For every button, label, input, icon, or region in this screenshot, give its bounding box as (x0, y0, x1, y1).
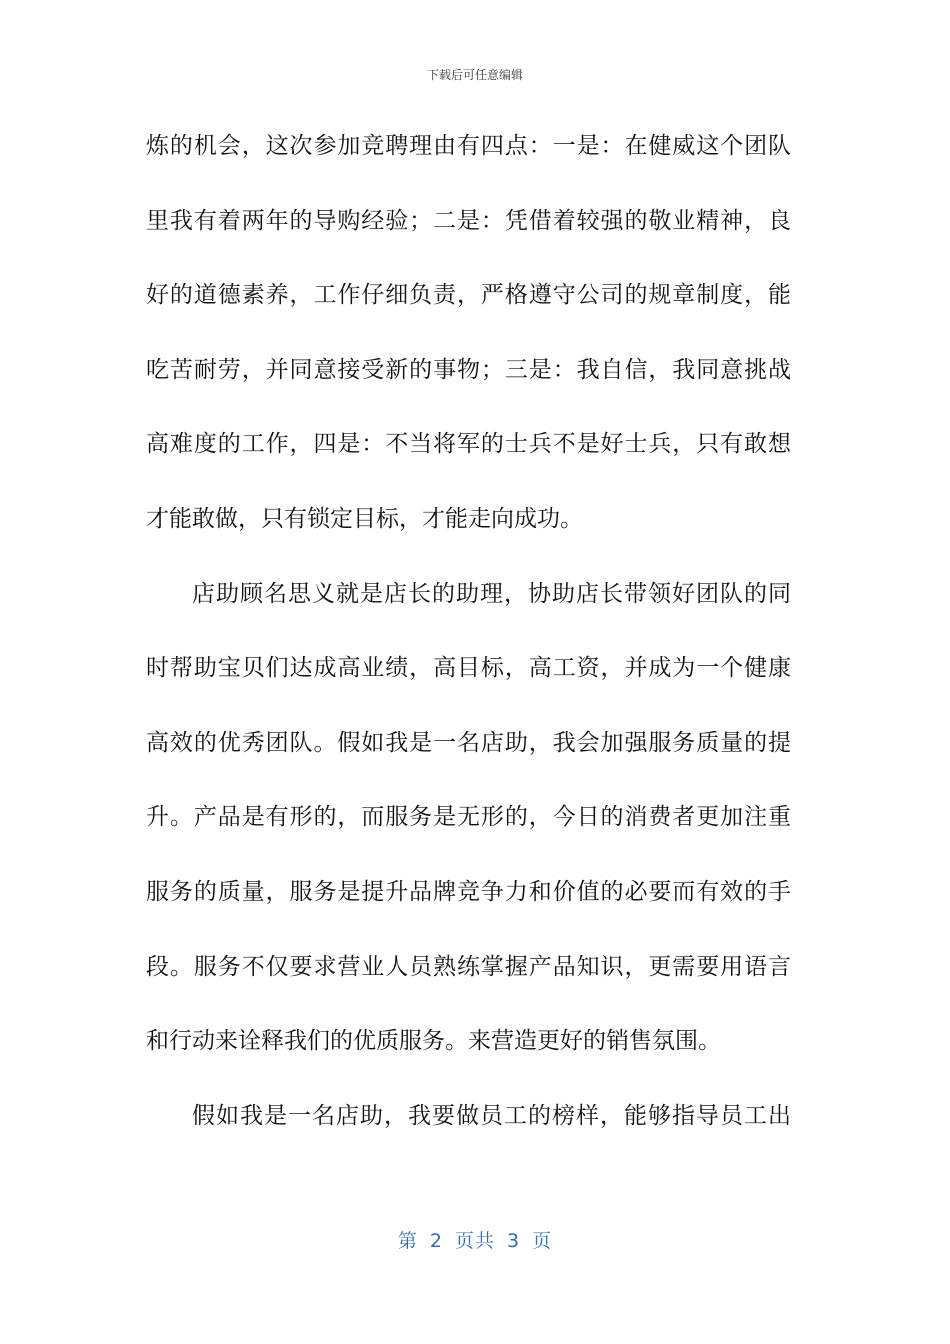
text-line: 高效的优秀团队。假如我是一名店助，我会加强服务质量的提 (146, 729, 791, 756)
text-line: 才能敢做，只有锁定目标，才能走向成功。 (146, 505, 583, 532)
text-line: 高难度的工作，四是：不当将军的士兵不是好士兵，只有敢想 (146, 431, 791, 458)
text-line: 好的道德素养，工作仔细负责，严格遵守公司的规章制度，能 (146, 282, 791, 309)
text-line: 假如我是一名店助，我要做员工的榜样，能够指导员工出 (192, 1102, 791, 1129)
current-page-number: 2 (429, 1230, 443, 1252)
text-line: 吃苦耐劳，并同意接受新的事物；三是：我自信，我同意挑战 (146, 356, 791, 383)
footer-prefix: 第 (397, 1230, 418, 1252)
page-footer (0, 1226, 950, 1253)
text-line: 段。服务不仅要求营业人员熟练掌握产品知识，更需要用语言 (146, 953, 791, 980)
text-line: 炼的机会，这次参加竞聘理由有四点：一是：在健威这个团队 (146, 133, 791, 159)
document-body (146, 120, 791, 1164)
text-line: 和行动来诠释我们的优质服务。来营造更好的销售氛围。 (146, 1028, 721, 1055)
text-line: 时帮助宝贝们达成高业绩，高目标，高工资，并成为一个健康 (146, 655, 791, 682)
text-line: 里我有着两年的导购经验；二是：凭借着较强的敬业精神，良 (146, 207, 791, 234)
page-header: 下载后可任意编辑 (426, 68, 523, 82)
footer-middle: 页共 (454, 1230, 495, 1252)
total-page-number: 3 (507, 1230, 521, 1252)
text-line: 升。产品是有形的，而服务是无形的，今日的消费者更加注重 (146, 804, 791, 831)
text-line: 服务的质量，服务是提升品牌竞争力和价值的必要而有效的手 (146, 878, 791, 905)
footer-suffix: 页 (532, 1230, 553, 1252)
text-line: 店助顾名思义就是店长的助理，协助店长带领好团队的同 (192, 580, 791, 607)
